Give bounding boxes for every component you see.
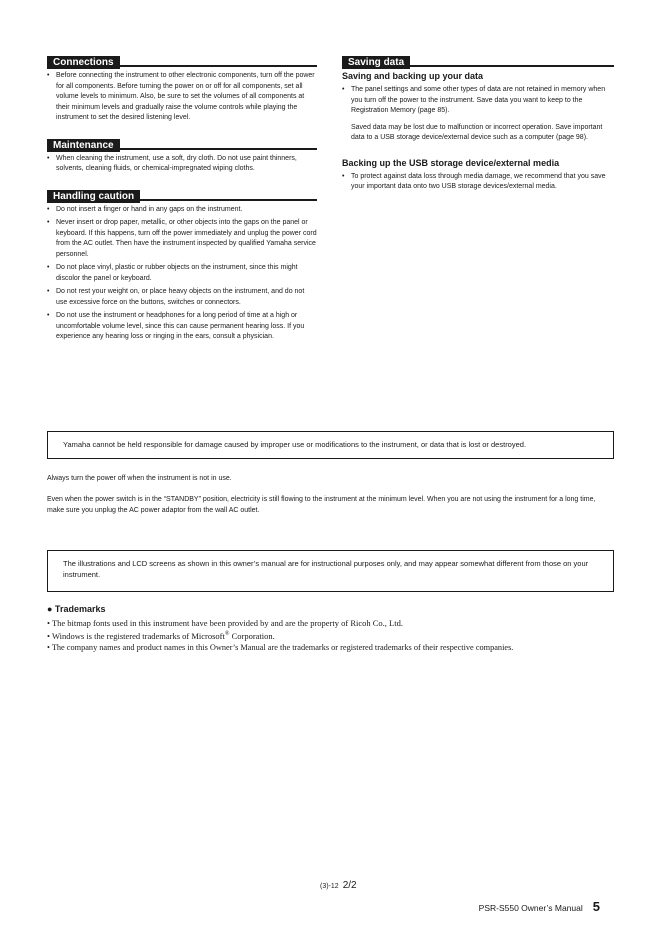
list-item: • Never insert or drop paper, metallic, or other objects into the gaps on the panel or keyboard. If this happens, turn off the power immediately and unplug the power cord from the AC outlet. Then have the instrument inspected by qualified Yamaha service personnel.: [47, 218, 317, 260]
page-code: [320, 880, 357, 891]
backup-subheading: Backing up the USB storage device/external media: [342, 157, 560, 168]
right-column: [342, 52, 614, 196]
trademark-line: • The bitmap fonts used in this instrument have been provided by and are the property of Ricoh Co., Ltd.: [47, 617, 403, 628]
handling-header: [47, 186, 317, 201]
footer: [479, 899, 600, 914]
trademark-line-text: Corporation.: [229, 630, 275, 641]
power-off-text: Always turn the power off when the instrument is not in use.: [47, 475, 232, 482]
footer-title: PSR-S550 Owner’s Manual: [478, 903, 583, 913]
notice-text: Yamaha cannot be held responsible for damage caused by improper use or modifications to the instrument, or data that is lost or destroyed.: [63, 440, 527, 449]
list-item: • Do not rest your weight on, or place heavy objects on the instrument, and do not use excessive force on the buttons, switches or connectors.: [47, 287, 317, 308]
notice-box: [47, 431, 614, 459]
handling-list: [47, 205, 317, 343]
list-item: • Do not insert a finger or hand in any gaps on the instrument.: [47, 205, 317, 216]
trademarks-title: ● Trademarks: [47, 604, 106, 614]
list-item: • The panel settings and some other types of data are not retained in memory when you turn off the power to the instrument. Save data you want to keep to the Registration Memory (page 85).: [342, 85, 614, 117]
trademark-line: [47, 629, 617, 642]
illustrations-box: [47, 550, 614, 592]
saving-subheading: Saving and backing up your data: [342, 71, 484, 81]
maintenance-header: [47, 135, 317, 150]
backup-list: [342, 172, 614, 193]
page-fraction: 2/2: [342, 880, 357, 891]
saving-header: [342, 52, 614, 67]
saving-paragraph: Saved data may be lost due to malfunction or incorrect operation. Save important data to a USB storage device/external device such as a computer (page 98).: [351, 123, 603, 141]
connections-list: [47, 71, 317, 124]
registered-mark: ®: [224, 631, 230, 637]
list-item: • Do not use the instrument or headphones for a long period of time at a high or uncomfortable volume level, since this can cause permanent hearing loss. If you experience any hearing loss or ringing in the ears, consult a physician.: [47, 311, 317, 343]
left-column: [47, 52, 317, 346]
connections-header: [47, 52, 317, 67]
trademark-line-text: • Windows is the registered trademarks of Microsoft: [47, 630, 225, 641]
list-item: • When cleaning the instrument, use a soft, dry cloth. Do not use paint thinners, solvents, cleaning fluids, or chemical-impregnated wiping cloths.: [47, 154, 317, 175]
standby-text: Even when the power switch is in the “STANDBY” position, electricity is still flowing to the instrument at the minimum level. When you are not using the instrument for a long time, make sure you unplug the AC power adaptor from the wall AC outlet.: [47, 496, 596, 514]
trademark-line: • The company names and product names in this Owner’s Manual are the trademarks or registered trademarks of their respective companies.: [47, 643, 514, 653]
maintenance-list: [47, 154, 317, 175]
maintenance-title: Maintenance: [47, 139, 120, 152]
page-code-text: (3)-12: [320, 883, 339, 890]
list-item: • Before connecting the instrument to other electronic components, turn off the power for all components. Before turning the power on or off for all components, set all volume levels to minimum. Also, be sure to set the volumes of all components at their minimum levels and gradually raise the volume controls while playing the instrument to set the desired listening level.: [47, 71, 317, 124]
illustrations-text: The illustrations and LCD screens as shown in this owner’s manual are for instructional purposes only, and may appear somewhat different from those on your instrument.: [63, 559, 589, 579]
saving-list: [342, 85, 614, 117]
list-item: • Do not place vinyl, plastic or rubber objects on the instrument, since this might discolor the panel or keyboard.: [47, 263, 317, 284]
list-item: • To protect against data loss through media damage, we recommend that you save your important data onto two USB storage devices/external media.: [342, 172, 614, 193]
trademarks-section: [47, 604, 617, 654]
page-number: 5: [592, 899, 600, 914]
saving-title: Saving data: [342, 56, 410, 69]
handling-title: Handling caution: [47, 190, 140, 203]
connections-title: Connections: [47, 56, 120, 69]
